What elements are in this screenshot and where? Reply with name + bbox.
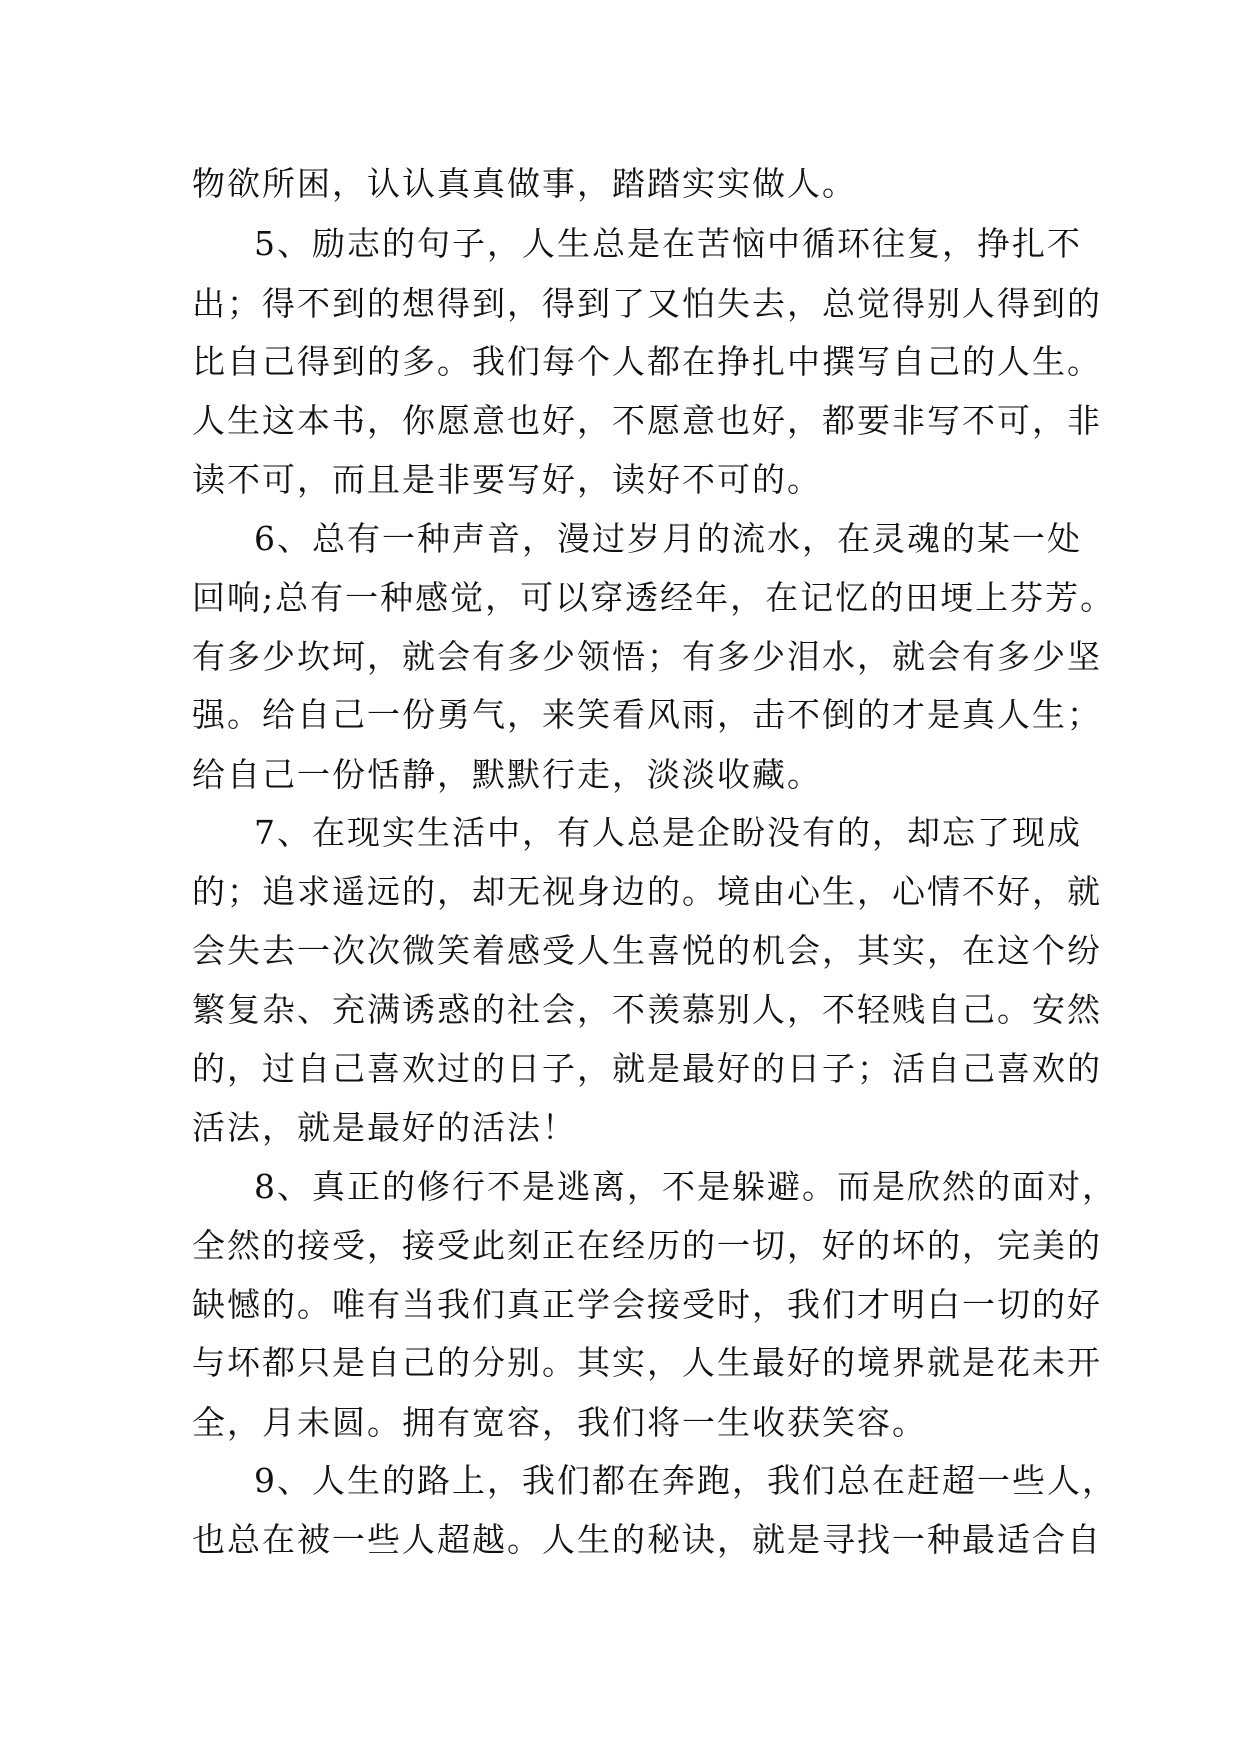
text-line: 读不可，而且是非要写好，读好不可的。 [192, 460, 822, 499]
text-line: 出；得不到的想得到，得到了又怕失去，总觉得别人得到的 [192, 284, 1102, 323]
paragraph-9-first-line: 9、人生的路上，我们都在奔跑，我们总在赶超一些人， [254, 1461, 1117, 1500]
text-line: 有多少坎坷，就会有多少领悟；有多少泪水，就会有多少坚 [192, 637, 1102, 676]
text-line: 全然的接受，接受此刻正在经历的一切，好的坏的，完美的 [192, 1226, 1102, 1265]
paragraph-7-first-line: 7、在现实生活中，有人总是企盼没有的，却忘了现成 [254, 813, 1082, 852]
text-line: 与坏都只是自己的分别。其实，人生最好的境界就是花未开 [192, 1343, 1102, 1382]
text-line: 物欲所困，认认真真做事，踏踏实实做人。 [192, 164, 857, 203]
text-line: 的，过自己喜欢过的日子，就是最好的日子；活自己喜欢的 [192, 1049, 1102, 1088]
paragraph-6-first-line: 6、总有一种声音，漫过岁月的流水，在灵魂的某一处 [254, 519, 1082, 558]
text-line: 也总在被一些人超越。人生的秘诀，就是寻找一种最适合自 [192, 1520, 1102, 1559]
text-line: 会失去一次次微笑着感受人生喜悦的机会，其实，在这个纷 [192, 931, 1102, 970]
text-line: 人生这本书，你愿意也好，不愿意也好，都要非写不可，非 [192, 401, 1102, 440]
text-line: 强。给自己一份勇气，来笑看风雨，击不倒的才是真人生； [192, 695, 1102, 734]
text-line: 活法，就是最好的活法！ [192, 1108, 577, 1147]
text-line: 全，月未圆。拥有宽容，我们将一生收获笑容。 [192, 1403, 927, 1442]
text-line: 的；追求遥远的，却无视身边的。境由心生，心情不好，就 [192, 872, 1102, 911]
text-line: 比自己得到的多。我们每个人都在挣扎中撰写自己的人生。 [192, 342, 1102, 381]
paragraph-8-first-line: 8、真正的修行不是逃离，不是躲避。而是欣然的面对， [254, 1167, 1117, 1206]
text-line: 回响;总有一种感觉，可以穿透经年，在记忆的田埂上芬芳。 [192, 578, 1116, 617]
text-line: 繁复杂、充满诱惑的社会，不羡慕别人，不轻贱自己。安然 [192, 990, 1102, 1029]
text-line: 给自己一份恬静，默默行走，淡淡收藏。 [192, 755, 822, 794]
text-line: 缺憾的。唯有当我们真正学会接受时，我们才明白一切的好 [192, 1285, 1102, 1324]
paragraph-5-first-line: 5、励志的句子，人生总是在苦恼中循环往复，挣扎不 [254, 224, 1082, 263]
